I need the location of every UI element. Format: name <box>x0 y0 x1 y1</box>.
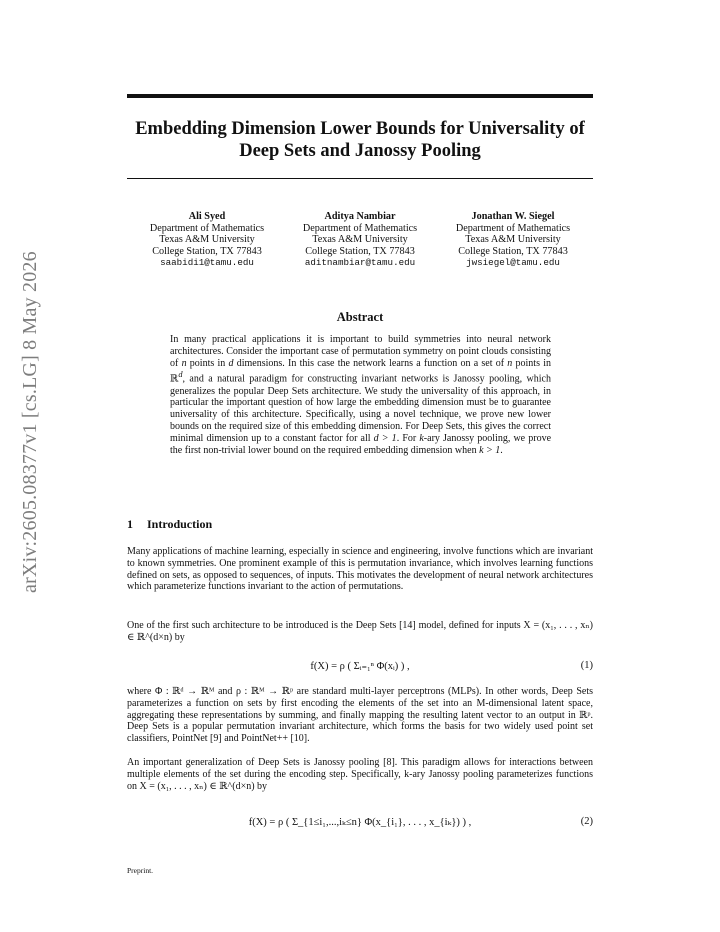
author-email: jwsiegel@tamu.edu <box>466 257 560 269</box>
author-name: Jonathan W. Siegel <box>471 211 555 222</box>
author-department: Department of Mathematics <box>149 222 265 234</box>
abstract-heading: Abstract <box>336 310 384 324</box>
section-title: Introduction <box>147 517 213 531</box>
equation-1-number: (1) <box>580 660 593 671</box>
section-heading-introduction <box>127 517 212 532</box>
intro-paragraph-3: where Φ : ℝᵈ → ℝᴹ and ρ : ℝᴹ → ℝᵖ are standard multi-layer perceptrons (MLPs). In other words, Deep Sets parameterizes a function on sets by first encoding the elements of the set into an M-dimensional latent space, aggregating these representations by summing, and finally mapping the resulting latent vector to an output in ℝᵖ. Deep Sets is a popular permutation invariant architecture, which forms the basis for two widely used point set classifiers, PointNet [9] and PointNet++ [10]. <box>127 686 593 745</box>
author-name: Aditya Nambiar <box>324 211 396 222</box>
author-city: College Station, TX 77843 <box>152 245 262 257</box>
equation-1 <box>127 652 593 680</box>
arxiv-identifier: arXiv:2605.08377v1 [cs.LG] 8 May 2026 <box>19 251 41 593</box>
author-name: Ali Syed <box>188 211 226 222</box>
author-department: Department of Mathematics <box>455 222 571 234</box>
author-3 <box>438 211 588 269</box>
author-email: saabidi1@tamu.edu <box>160 257 254 269</box>
intro-paragraph-4: An important generalization of Deep Sets is Janossy pooling [8]. This paradigm allows for interactions between multiple elements of the set during the encoding step. Specifically, k-ary Janossy pooling parameterizes functions on X = (x₁, . . . , xₙ) ∈ ℝ^(d×n) by <box>127 757 593 792</box>
author-2 <box>285 211 435 269</box>
author-block <box>127 211 593 281</box>
equation-2-body: f(X) = ρ ( Σ_{1≤i₁,...,iₖ≤n} Φ(x_{i₁}, . . . , x_{iₖ}) ) , <box>248 817 472 828</box>
author-1 <box>132 211 282 269</box>
author-university: Texas A&M University <box>159 234 255 246</box>
author-email: aditnambiar@tamu.edu <box>304 257 416 269</box>
abstract-text: In many practical applications it is important to build symmetries into neural network architectures. Consider the important case of permutation symmetry on point clouds consisting of n points in d dimensions. In this case the network learns a function on a set of n points in ℝ$^d$, and a natural paradigm for constructing invariant networks is Janossy pooling, which generalizes the popular Deep Sets architecture. We study the universality of this approach, in particular the important question of how large the embedding dimension must be to guarantee universality of this architecture. Specifically, using a novel technique, we prove new lower bounds on the required size of this embedding dimension. For Deep Sets, this gives the correct minimal dimension up to a constant factor for all d > 1. For k-ary Janossy pooling, we prove the first non-trivial lower bound on the required embedding dimension when k > 1. <box>170 334 552 456</box>
title-bottom-rule <box>127 178 593 179</box>
intro-paragraph-1: Many applications of machine learning, especially in science and engineering, involve functions which are invariant to known symmetries. One prominent example of this is permutation invariance, which involves learning functions defined on sets, as opposed to sequences, of inputs. This motivates the development of neural network architectures which parameterize functions invariant to the action of permutations. <box>127 546 593 593</box>
equation-2-number: (2) <box>580 816 593 827</box>
section-number: 1 <box>127 517 133 531</box>
equation-1-body: f(X) = ρ ( Σᵢ₌₁ⁿ Φ(xᵢ) ) , <box>310 661 410 672</box>
equation-2 <box>127 806 593 836</box>
intro-paragraph-2: One of the first such architecture to be introduced is the Deep Sets [14] model, defined for inputs X = (x₁, . . . , xₙ) ∈ ℝ^(d×n) by <box>127 620 593 643</box>
author-university: Texas A&M University <box>312 234 408 246</box>
preprint-footnote: Preprint. <box>127 866 154 875</box>
author-university: Texas A&M University <box>465 234 561 246</box>
author-department: Department of Mathematics <box>302 222 418 234</box>
author-city: College Station, TX 77843 <box>305 245 415 257</box>
paper-title: Embedding Dimension Lower Bounds for Universality of Deep Sets and Janossy Pooling <box>135 119 585 161</box>
author-city: College Station, TX 77843 <box>458 245 568 257</box>
title-top-rule <box>127 94 593 98</box>
